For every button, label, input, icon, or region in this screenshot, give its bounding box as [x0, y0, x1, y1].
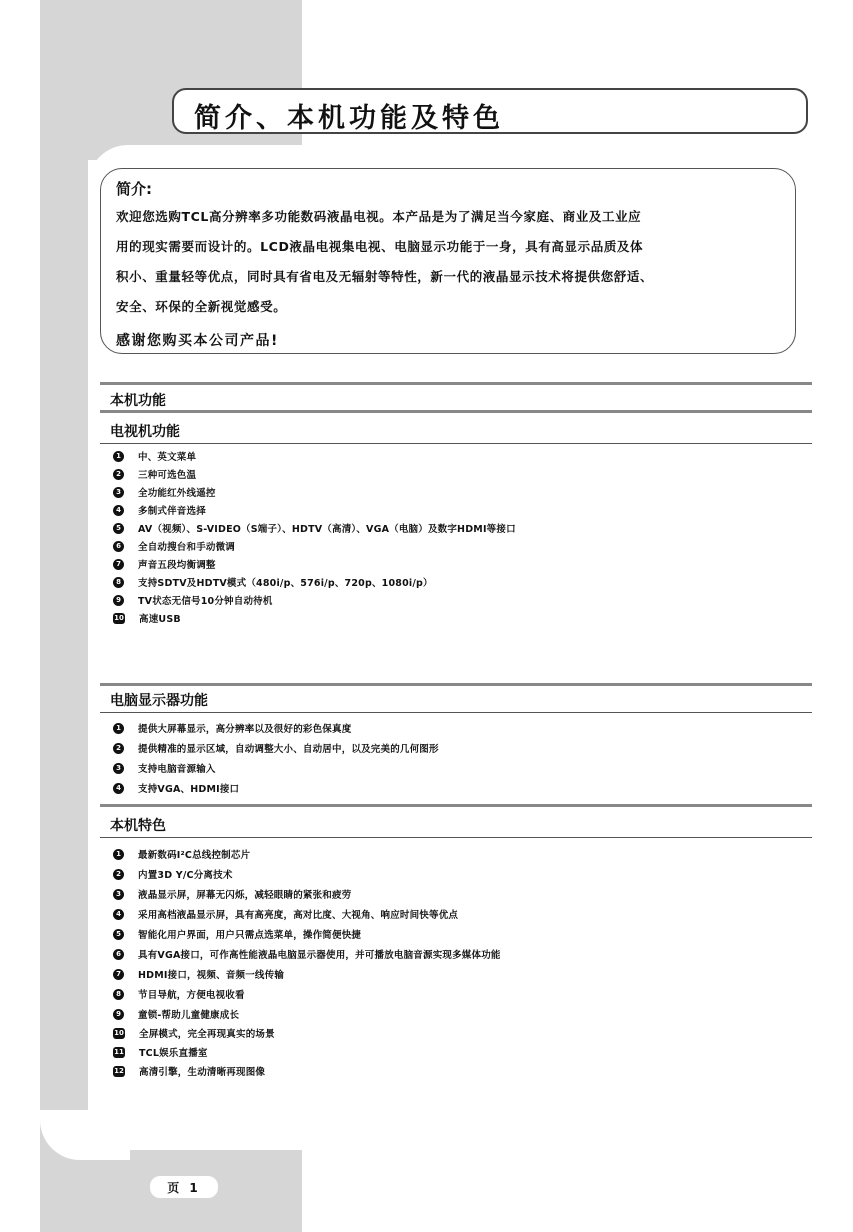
list-item: 5 智能化用户界面，用户只需点选菜单，操作简便快捷: [113, 927, 361, 941]
section-rule: [100, 382, 812, 385]
number-icon: 6: [113, 949, 124, 960]
section-title-functions: 本机功能: [110, 393, 166, 409]
number-icon: 9: [113, 595, 124, 606]
number-icon: 3: [113, 763, 124, 774]
list-item: 9 童锁-帮助儿童健康成长: [113, 1007, 239, 1021]
list-item: 8 节目导航，方便电视收看: [113, 987, 245, 1001]
list-item: 1 提供大屏幕显示，高分辨率以及很好的彩色保真度: [113, 721, 351, 735]
number-icon: 2: [113, 743, 124, 754]
list-item: 3 全功能红外线遥控: [113, 485, 216, 499]
number-icon: 10: [114, 614, 124, 622]
list-item: 1 最新数码I²C总线控制芯片: [113, 847, 250, 861]
number-icon: 11: [114, 1048, 124, 1056]
sidebar-background: [40, 0, 302, 160]
list-item: 4 支持VGA、HDMI接口: [113, 781, 239, 795]
number-icon: 8: [113, 989, 124, 1000]
list-item: 6 具有VGA接口，可作高性能液晶电脑显示器使用，并可播放电脑音源实现多媒体功能: [113, 947, 501, 961]
number-icon: 12: [114, 1067, 124, 1075]
list-item: 3 液晶显示屏，屏幕无闪烁，减轻眼睛的紧张和疲劳: [113, 887, 351, 901]
section-rule: [100, 410, 812, 413]
number-icon: 1: [113, 849, 124, 860]
section-title-pc: 电脑显示器功能: [110, 693, 208, 709]
intro-heading: 简介:: [116, 180, 152, 198]
list-item: 7 声音五段均衡调整: [113, 557, 216, 571]
number-icon: 4: [113, 505, 124, 516]
number-icon: 7: [113, 559, 124, 570]
list-item: 2 三种可选色温: [113, 467, 196, 481]
number-icon: 5: [113, 929, 124, 940]
intro-line: 用的现实需要而设计的。LCD液晶电视集电视、电脑显示功能于一身，具有高显示品质及体: [116, 239, 644, 254]
number-icon: 1: [113, 723, 124, 734]
section-rule: [100, 804, 812, 807]
number-icon: 8: [113, 577, 124, 588]
section-rule: [100, 712, 812, 713]
section-rule: [100, 683, 812, 686]
intro-thanks: 感谢您购买本公司产品!: [116, 333, 279, 349]
number-icon: 1: [113, 451, 124, 462]
list-item: 11 TCL娱乐直播室: [114, 1048, 208, 1059]
number-icon: 2: [113, 869, 124, 880]
number-icon: 3: [113, 889, 124, 900]
list-item: 10 高速USB: [114, 614, 181, 625]
list-item: 4 多制式伴音选择: [113, 503, 206, 517]
list-item: 10 全屏模式，完全再现真实的场景: [114, 1029, 275, 1040]
number-icon: 4: [113, 909, 124, 920]
list-item: 5 AV（视频）、S-VIDEO（S端子）、HDTV（高清）、VGA（电脑）及数字HDMI等接口: [113, 521, 516, 535]
intro-line: 欢迎您选购TCL高分辨率多功能数码液晶电视。本产品是为了满足当今家庭、商业及工业应: [116, 209, 642, 224]
sidebar-strip: [40, 140, 88, 1232]
list-item: 3 支持电脑音源输入: [113, 761, 216, 775]
intro-line: 安全、环保的全新视觉感受。: [116, 299, 287, 314]
number-icon: 4: [113, 783, 124, 794]
page-title: 简介、本机功能及特色: [194, 103, 504, 134]
number-icon: 10: [114, 1029, 124, 1037]
list-item: 12 高清引擎，生动清晰再现图像: [114, 1067, 266, 1078]
list-item: 1 中、英文菜单: [113, 449, 196, 463]
list-item: 2 内置3D Y/C分离技术: [113, 867, 233, 881]
page-number: 页 1: [150, 1176, 218, 1198]
list-item: 4 采用高档液晶显示屏，具有高亮度，高对比度、大视角、响应时间快等优点: [113, 907, 458, 921]
number-icon: 7: [113, 969, 124, 980]
section-title-features: 本机特色: [110, 818, 166, 834]
section-rule: [100, 837, 812, 838]
section-rule: [100, 443, 812, 444]
number-icon: 3: [113, 487, 124, 498]
list-item: 6 全自动搜台和手动微调: [113, 539, 235, 553]
number-icon: 5: [113, 523, 124, 534]
list-item: 8 支持SDTV及HDTV模式（480i/p、576i/p、720p、1080i/p）: [113, 575, 433, 589]
intro-box: [100, 168, 796, 354]
list-item: 2 提供精准的显示区域，自动调整大小、自动居中，以及完美的几何图形: [113, 741, 439, 755]
page-title-box: [172, 88, 808, 134]
section-title-tv: 电视机功能: [110, 424, 180, 440]
list-item: 7 HDMI接口，视频、音频一线传输: [113, 967, 284, 981]
intro-line: 积小、重量轻等优点，同时具有省电及无辐射等特性，新一代的液晶显示技术将提供您舒适、: [116, 269, 654, 284]
list-item: 9 TV状态无信号10分钟自动待机: [113, 593, 273, 607]
number-icon: 6: [113, 541, 124, 552]
number-icon: 9: [113, 1009, 124, 1020]
number-icon: 2: [113, 469, 124, 480]
